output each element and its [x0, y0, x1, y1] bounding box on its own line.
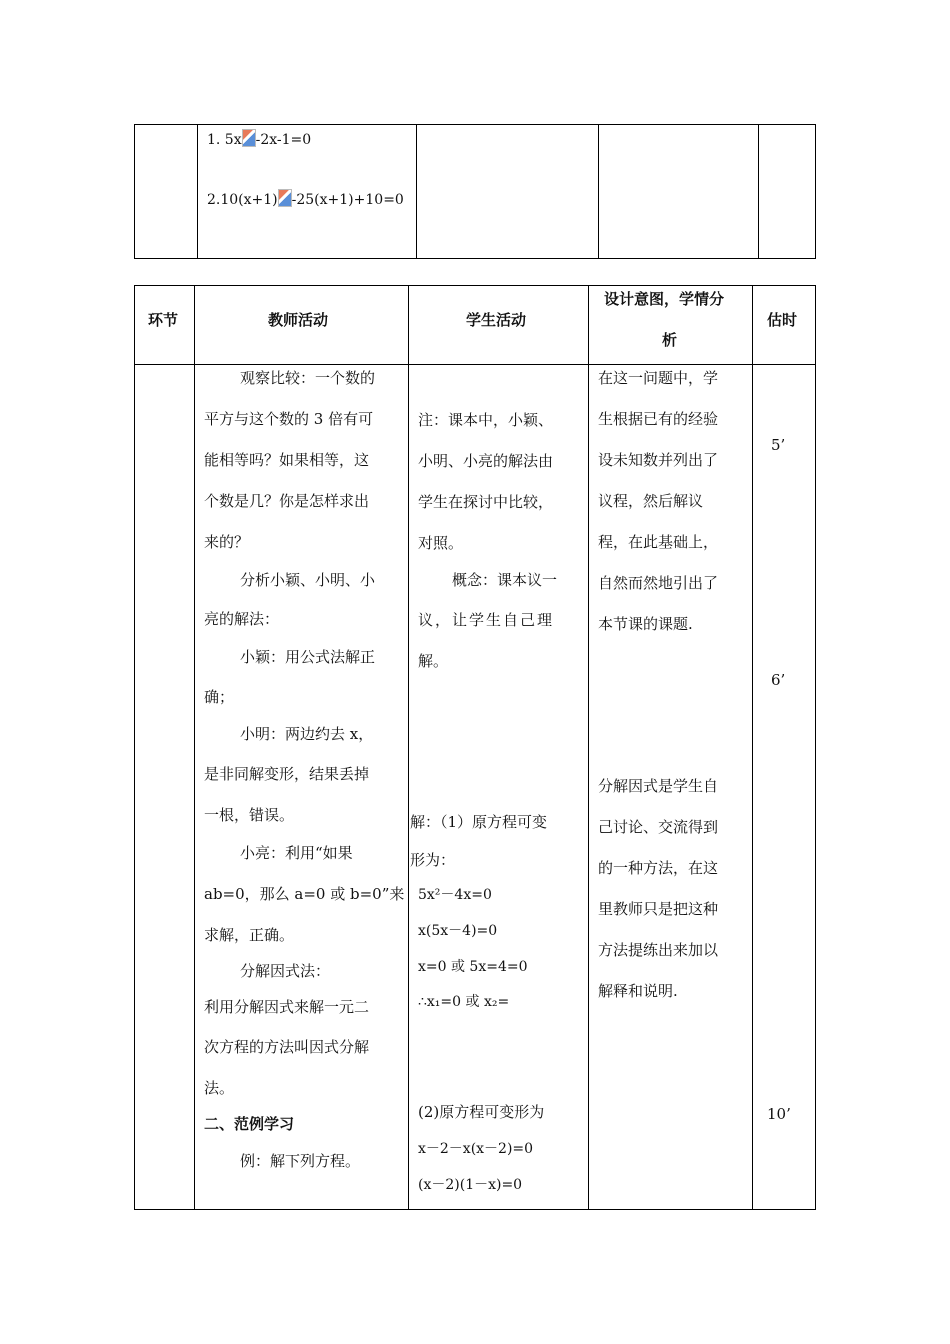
header-design-intent: 设计意图，学情分 — [604, 290, 725, 308]
equation-1: 1. 5x -2x-1=0 — [207, 129, 311, 150]
design-line: 里教师只是把这种 — [598, 900, 719, 918]
teacher-line: 是非同解变形，结果丢掉 — [204, 765, 370, 783]
teacher-line: 来的？ — [204, 533, 250, 551]
student-line: 解。 — [418, 652, 449, 670]
design-line: 在这一问题中，学 — [598, 369, 719, 387]
header-section: 环节 — [148, 311, 179, 329]
design-line: 方法提练出来加以 — [598, 941, 719, 959]
student-equation: (x－2)(1－x)=0 — [418, 1177, 523, 1193]
design-line: 己讨论、交流得到 — [598, 818, 719, 836]
teacher-line: 一根，错误。 — [204, 806, 295, 824]
teacher-line: 确； — [204, 688, 235, 706]
student-equation: x－2－x(x－2)=0 — [418, 1141, 534, 1157]
header-design-intent-cont: 析 — [662, 331, 678, 349]
design-line: 议程，然后解议 — [598, 492, 704, 510]
time-value: 5’ — [771, 436, 786, 454]
student-equation: x(5x－4)=0 — [418, 923, 498, 939]
section-heading: 二、范例学习 — [204, 1115, 295, 1133]
student-line: 小明、小亮的解法由 — [418, 452, 554, 470]
design-line: 设未知数并列出了 — [598, 451, 719, 469]
student-line: 议，让学生自己理 — [418, 611, 555, 629]
broken-image-icon — [278, 189, 292, 207]
student-line: (2)原方程可变形为 — [418, 1103, 545, 1121]
design-line: 程，在此基础上， — [598, 533, 719, 551]
teacher-line: 小明：两边约去 x， — [240, 725, 374, 743]
teacher-line: 分析小颖、小明、小 — [240, 571, 376, 589]
student-line: 概念：课本议一 — [452, 571, 558, 589]
teacher-line: 分解因式法： — [240, 962, 331, 980]
teacher-line: 个数是几？你是怎样求出 — [204, 492, 370, 510]
student-line: 解：（1）原方程可变 — [410, 813, 548, 831]
teacher-line: 小颖：用公式法解正 — [240, 648, 376, 666]
teacher-line: 小亮：利用“如果 — [240, 844, 353, 862]
header-time: 估时 — [767, 311, 798, 329]
design-line: 本节课的课题. — [598, 615, 693, 633]
student-line: 学生在探讨中比较， — [418, 493, 554, 511]
teacher-line: 亮的解法： — [204, 610, 280, 628]
teacher-line: 次方程的方法叫因式分解 — [204, 1038, 370, 1056]
student-line: 对照。 — [418, 534, 464, 552]
equation-2: 2.10(x+1) -25(x+1)+10=0 — [207, 189, 404, 210]
design-line: 分解因式是学生自 — [598, 777, 719, 795]
student-line: 注：课本中，小颖、 — [418, 411, 554, 429]
teacher-line: 求解，正确。 — [204, 926, 295, 944]
design-line: 生根据已有的经验 — [598, 410, 719, 428]
time-value: 10’ — [767, 1105, 791, 1123]
design-line: 解释和说明. — [598, 982, 678, 1000]
student-line: 形为： — [410, 851, 456, 869]
teacher-line: 法。 — [204, 1079, 235, 1097]
broken-image-icon — [242, 129, 256, 147]
teacher-line: 利用分解因式来解一元二 — [204, 998, 370, 1016]
teacher-line: 平方与这个数的 3 倍有可 — [204, 410, 374, 428]
student-equation: 5x²－4x=0 — [418, 887, 492, 903]
teacher-line: 能相等吗？如果相等，这 — [204, 451, 370, 469]
design-line: 的一种方法，在这 — [598, 859, 719, 877]
header-student-activity: 学生活动 — [466, 311, 527, 329]
header-teacher-activity: 教师活动 — [268, 311, 329, 329]
teacher-line: ab=0，那么 a=0 或 b=0”来 — [204, 885, 405, 903]
student-equation: x=0 或 5x=4=0 — [418, 959, 528, 975]
teacher-line: 观察比较：一个数的 — [240, 369, 376, 387]
student-equation: ∴x₁=0 或 x₂= — [418, 994, 510, 1010]
time-value: 6’ — [771, 671, 786, 689]
design-line: 自然而然地引出了 — [598, 574, 719, 592]
teacher-line: 例：解下列方程。 — [240, 1152, 361, 1170]
